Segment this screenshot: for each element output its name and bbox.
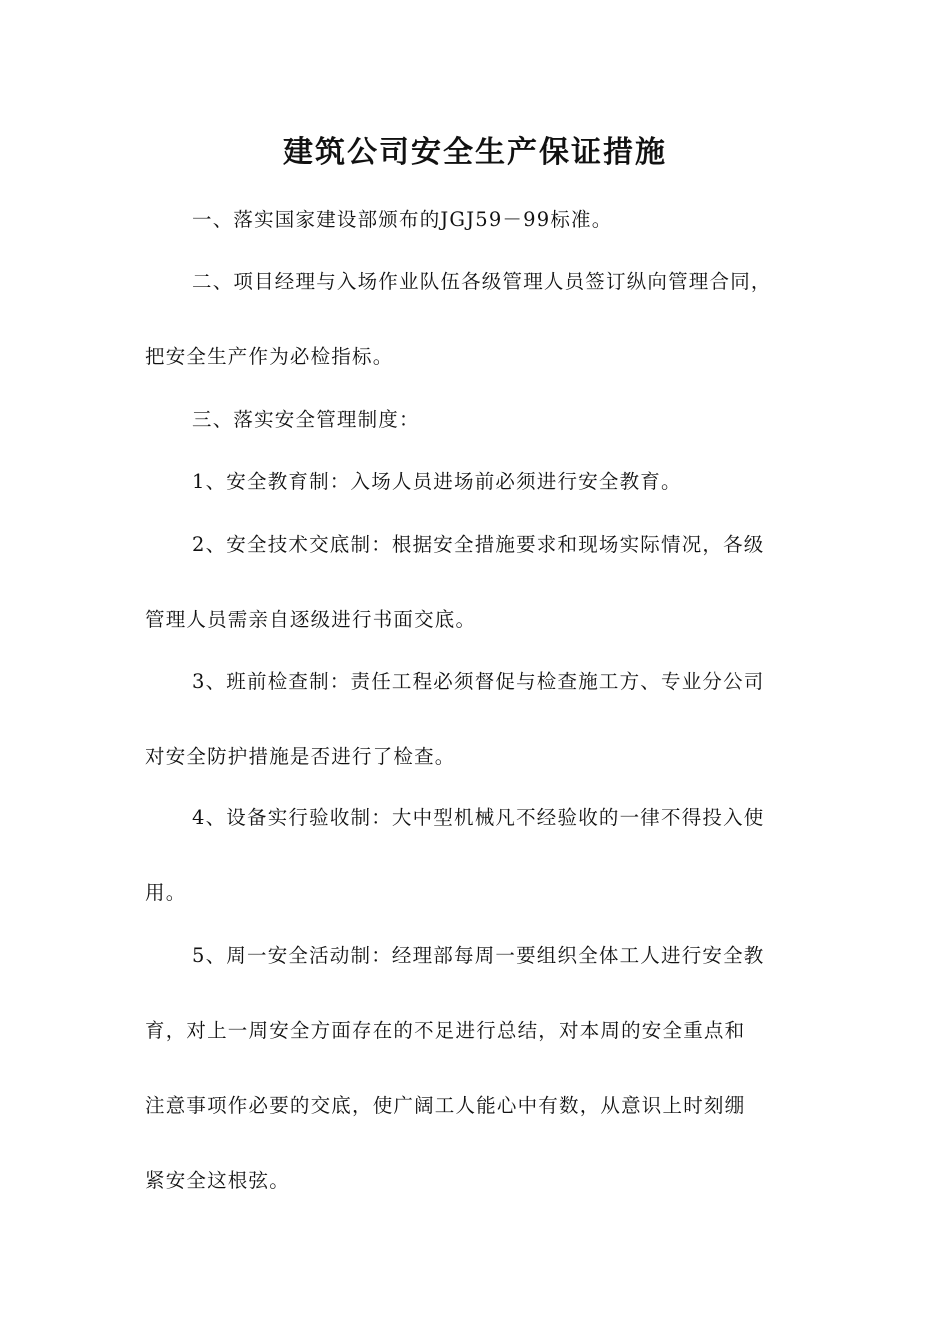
paragraph-7-line-1: 4、设备实行验收制：大中型机械凡不经验收的一律不得投入使 bbox=[192, 806, 765, 829]
paragraph-7-line-2: 用。 bbox=[145, 881, 187, 904]
paragraph-2-line-1: 二、项目经理与入场作业队伍各级管理人员签订纵向管理合同， bbox=[192, 270, 772, 293]
paragraph-5-line-1: 2、安全技术交底制：根据安全措施要求和现场实际情况，各级 bbox=[192, 533, 765, 556]
document-title: 建筑公司安全生产保证措施 bbox=[283, 135, 667, 170]
paragraph-6-line-2: 对安全防护措施是否进行了检查。 bbox=[145, 745, 456, 768]
paragraph-3-line-1: 三、落实安全管理制度： bbox=[192, 408, 420, 431]
paragraph-8-line-2: 育，对上一周安全方面存在的不足进行总结，对本周的安全重点和 bbox=[145, 1019, 746, 1042]
paragraph-2-line-2: 把安全生产作为必检指标。 bbox=[145, 345, 394, 368]
paragraph-8-line-1: 5、周一安全活动制：经理部每周一要组织全体工人进行安全教 bbox=[192, 944, 765, 967]
paragraph-4-line-1: 1、安全教育制：入场人员进场前必须进行安全教育。 bbox=[192, 470, 682, 493]
paragraph-8-line-3: 注意事项作必要的交底，使广阔工人能心中有数，从意识上时刻绷 bbox=[145, 1094, 746, 1117]
paragraph-8-line-4: 紧安全这根弦。 bbox=[145, 1169, 290, 1192]
paragraph-6-line-1: 3、班前检查制：责任工程必须督促与检查施工方、专业分公司 bbox=[192, 670, 765, 693]
paragraph-5-line-2: 管理人员需亲自逐级进行书面交底。 bbox=[145, 608, 477, 631]
paragraph-1-line-1: 一、落实国家建设部颁布的JGJ59－99标准。 bbox=[192, 208, 613, 231]
